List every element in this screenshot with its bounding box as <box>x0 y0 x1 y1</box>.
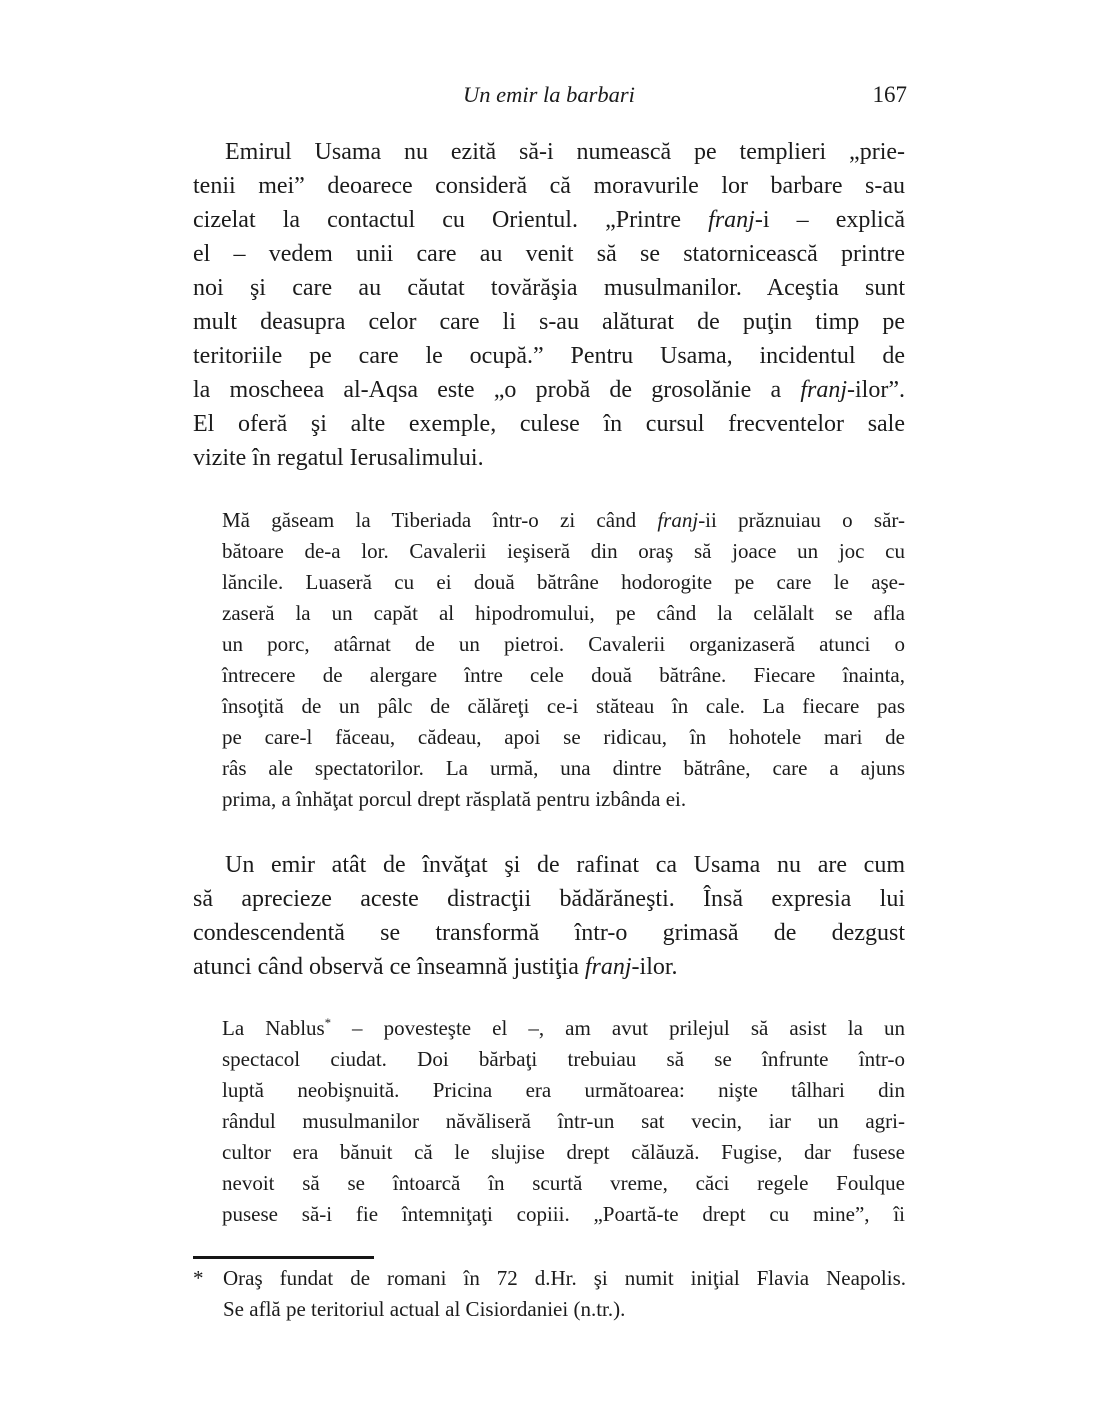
text-line: vizite în regatul Ierusalimului. <box>193 445 484 471</box>
text-line: întrecere de alergare între cele două bătrâne. Fiecare înainta, <box>222 663 905 687</box>
text-line: cultor era bănuit că le slujise drept călăuză. Fugise, dar fusese <box>222 1140 905 1164</box>
text-line: Emirul Usama nu ezită să-i numească pe templieri „prie- <box>225 139 905 165</box>
text-line: luptă neobişnuită. Pricina era următoarea: nişte tâlhari din <box>222 1078 905 1102</box>
text-line: Se află pe teritoriul actual al Cisiordaniei (n.tr.). <box>223 1297 626 1321</box>
text-line: spectacol ciudat. Doi bărbaţi trebuiau să se înfrunte într-o <box>222 1047 905 1071</box>
text-line: la moscheea al-Aqsa este „o probă de grosolănie a franj-ilor”. <box>193 377 905 403</box>
running-head: Un emir la barbari <box>463 82 635 107</box>
text-line: condescendentă se transformă într-o grimasă de dezgust <box>193 920 905 946</box>
text-line: tenii mei” deoarece consideră că moravurile lor barbare s-au <box>193 173 905 199</box>
text-line: însoţită de un pâlc de călăreţi ce-i stăteau în cale. La fiecare pas <box>222 694 905 718</box>
text-line: teritoriile pe care le ocupă.” Pentru Usama, incidentul de <box>193 343 905 369</box>
text-line: pusese să-i fie întemniţaţi copiii. „Poartă-te drept cu mine”, îi <box>222 1202 905 1226</box>
text-line: el – vedem unii care au venit să se statornicească printre <box>193 241 905 267</box>
text-line: prima, a înhăţat porcul drept răsplată pentru izbânda ei. <box>222 787 687 811</box>
footnote-text <box>223 1263 906 1325</box>
text-line: Oraş fundat de romani în 72 d.Hr. şi numit iniţial Flavia Neapolis. <box>223 1266 906 1290</box>
text-line: lăncile. Luaseră cu ei două bătrâne hodorogite pe care le aşe- <box>222 570 905 594</box>
text-line: zaseră la un capăt al hipodromului, pe când la celălalt se afla <box>222 601 905 625</box>
footnote <box>193 1263 906 1325</box>
text-line: Mă găseam la Tiberiada într-o zi când franj-ii prăznuiau o săr- <box>222 508 905 532</box>
text-line: El oferă şi alte exemple, culese în cursul frecventelor sale <box>193 411 905 437</box>
text-line: Un emir atât de învăţat şi de rafinat ca Usama nu are cum <box>225 852 905 878</box>
block-quote-tiberiada <box>222 505 905 815</box>
text-line: un porc, atârnat de un pietroi. Cavalerii organizaseră atunci o <box>222 632 905 656</box>
text-line: râs ale spectatorilor. La urmă, una dintre bătrâne, care a ajuns <box>222 756 905 780</box>
footnote-separator-rule <box>193 1256 374 1259</box>
text-line: mult deasupra celor care li s-au alăturat de puţin timp pe <box>193 309 905 335</box>
text-line: rândul musulmanilor năvăliseră într-un sat vecin, iar un agri- <box>222 1109 905 1133</box>
block-quote-nablus <box>222 1013 905 1230</box>
text-line: noi şi care au căutat tovărăşia musulmanilor. Aceştia sunt <box>193 275 905 301</box>
paragraph-main-1 <box>193 135 905 475</box>
text-line: pe care-l făceau, cădeau, apoi se ridicau, în hohotele mari de <box>222 725 905 749</box>
footnote-marker: * <box>193 1266 204 1290</box>
text-line: nevoit să se întoarcă în scurtă vreme, căci regele Foulque <box>222 1171 905 1195</box>
paragraph-main-2 <box>193 848 905 984</box>
text-line: cizelat la contactul cu Orientul. „Printre franj-i – explică <box>193 207 906 233</box>
text-line: să aprecieze aceste distracţii bădărăneşti. Însă expresia lui <box>193 886 905 912</box>
page-number: 167 <box>872 82 907 107</box>
text-line: atunci când observă ce înseamnă justiţia franj-ilor. <box>193 954 678 980</box>
text-line: bătoare de-a lor. Cavalerii ieşiseră din oraş să joace un joc cu <box>222 539 905 563</box>
text-line: La Nablus* – povesteşte el –, am avut prilejul să asist la un <box>222 1016 905 1040</box>
